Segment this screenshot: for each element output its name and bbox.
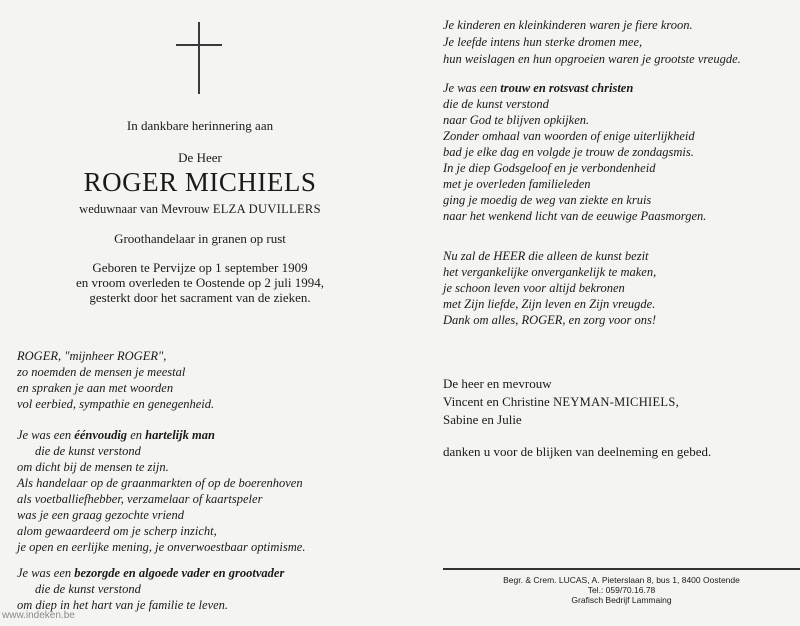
deceased-name: ROGER MICHIELS — [83, 167, 317, 197]
widow-prefix: weduwnaar van Mevrouw — [79, 202, 210, 216]
stanza3-line: het vergankelijke onvergankelijk te maken, — [443, 265, 657, 279]
footer-line: Begr. & Crem. LUCAS, A. Pieterslaan 8, bus 1, 8400 Oostende — [503, 575, 740, 585]
footer-line: Grafisch Bedrijf Lammaing — [571, 595, 672, 605]
born-line: Geboren te Pervijze op 1 september 1909 — [92, 260, 308, 275]
poem1-line: vol eerbied, sympathie en genegenheid. — [17, 397, 215, 411]
cross-icon — [176, 22, 222, 94]
poem2-line: die de kunst verstond — [35, 444, 141, 458]
stanza2-line: In je diep Godsgeloof en je verbondenheid — [443, 161, 656, 175]
stanza2-line: ging je moedig de weg van ziekte en kruis — [443, 193, 652, 207]
stanza1-line: hun weislagen en hun opgroeien waren je grootste vreugde. — [443, 52, 741, 66]
died-line: en vroom overleden te Oostende op 2 juli 1994, — [75, 275, 325, 290]
family-line-1: De heer en mevrouw — [443, 376, 552, 391]
widow-line — [60, 202, 340, 217]
stanza2-line: Zonder omhaal van woorden of enige uiterlijkheid — [443, 129, 695, 143]
watermark: www.indeken.be — [2, 610, 75, 621]
stanza2-line: naar God te blijven opkijken. — [443, 113, 590, 127]
footer-line: Tel.: 059/70.16.78 — [587, 585, 656, 595]
stanza2-first-line: Je was een trouw en rotsvast christen — [443, 81, 634, 95]
footer-divider — [443, 568, 800, 570]
poem2-line: Als handelaar op de graanmarkten of op de boerenhoven — [17, 476, 303, 490]
family-line-2: Vincent en Christine NEYMAN-MICHIELS, — [443, 394, 679, 409]
stanza2-line: naar het wenkend licht van de eeuwige Paasmorgen. — [443, 209, 707, 223]
poem3-first-line: Je was een bezorgde en algoede vader en grootvader — [17, 566, 285, 580]
poem1-line: zo noemden de mensen je meestal — [17, 365, 186, 379]
sacrament-line: gesterkt door het sacrament van de zieken. — [89, 290, 311, 305]
poem2-line: je open en eerlijke mening, je onverwoestbaar optimisme. — [17, 540, 306, 554]
stanza1-line: Je kinderen en kleinkinderen waren je fiere kroon. — [443, 18, 693, 32]
widow-name: ELZA DUVILLERS — [212, 202, 321, 216]
family-line-3: Sabine en Julie — [443, 412, 522, 427]
stanza3-line: met Zijn liefde, Zijn leven en Zijn vreugde. — [443, 297, 656, 311]
stanza3-line: Nu zal de HEER die alleen de kunst bezit — [443, 249, 649, 263]
stanza2-line: met je overleden familieleden — [443, 177, 591, 191]
thanks-line: danken u voor de blijken van deelneming en gebed. — [443, 444, 712, 459]
poem1-line: ROGER, "mijnheer ROGER", — [17, 349, 167, 363]
poem3-line: om diep in het hart van je familie te leven. — [17, 598, 229, 612]
title-text: De Heer — [178, 150, 222, 165]
stanza3-line: Dank om alles, ROGER, en zorg voor ons! — [443, 313, 657, 327]
poem2-line: als voetballiefhebber, verzamelaar of kaartspeler — [17, 492, 263, 506]
stanza1-line: Je leefde intens hun sterke dromen mee, — [443, 35, 643, 49]
poem2-line: om dicht bij de mensen te zijn. — [17, 460, 169, 474]
poem1-line: en spraken je aan met woorden — [17, 381, 174, 395]
stanza3-line: je schoon leven voor altijd bekronen — [443, 281, 625, 295]
profession: Groothandelaar in granen op rust — [114, 231, 286, 246]
poem2-line: alom gewaardeerd om je scherp inzicht, — [17, 524, 217, 538]
stanza2-line: bad je elke dag en volgde je trouw de zondagsmis. — [443, 145, 694, 159]
poem3-line: die de kunst verstond — [35, 582, 141, 596]
poem2-first-line: Je was een éénvoudig en hartelijk man — [17, 428, 215, 442]
intro-text: In dankbare herinnering aan — [126, 118, 274, 133]
stanza2-line: die de kunst verstond — [443, 97, 549, 111]
poem2-line: was je een graag gezochte vriend — [17, 508, 184, 522]
